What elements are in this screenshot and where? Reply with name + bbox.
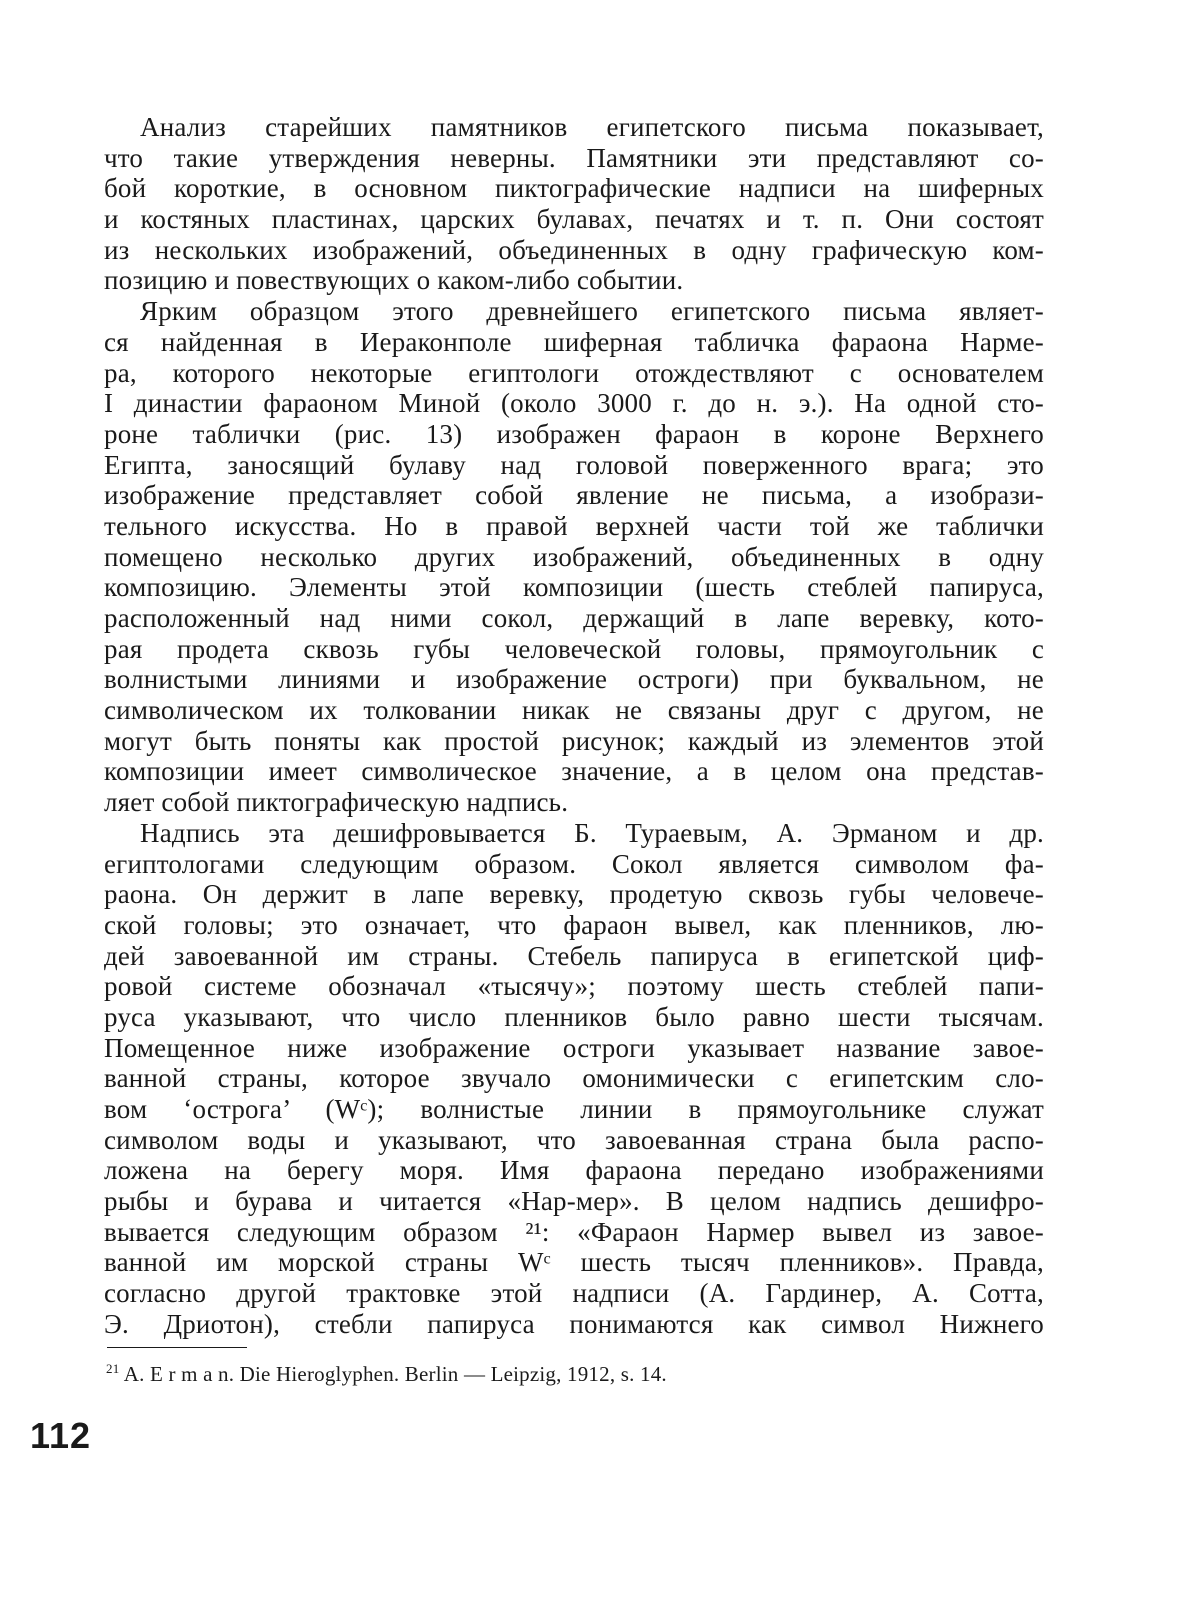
text-line: ровой системе обозначал «тысячу»; поэтому шесть стеблей папи- xyxy=(104,971,1044,1002)
text-line: рая продета сквозь губы человеческой головы, прямоугольник с xyxy=(104,633,1044,664)
text-line: символом воды и указывают, что завоеванная страна была распо- xyxy=(104,1124,1044,1155)
page-number: 112 xyxy=(30,1415,92,1456)
text-line: согласно другой трактовке этой надписи (А. Гардинер, А. Сотта, xyxy=(104,1278,1044,1309)
text-line: волнистыми линиями и изображение остроги) при буквальном, не xyxy=(104,664,1044,695)
text-line: бой короткие, в основном пиктографические надписи на шиферных xyxy=(104,173,1044,204)
text-line: ра, которого некоторые египтологи отождествляют с основателем xyxy=(104,357,1044,388)
text-line: композиции имеет символическое значение, а в целом она представ- xyxy=(104,756,1044,787)
footnote-text: A. E r m a n. Die Hieroglyphen. Berlin — Leipzig, 1912, s. 14. xyxy=(123,1362,667,1386)
text-line: ся найденная в Иераконполе шиферная табличка фараона Нарме- xyxy=(104,326,1044,357)
text-line: позицию и повествующих о каком-либо событии. xyxy=(104,265,684,296)
text-line: Анализ старейших памятников египетского письма показывает, xyxy=(140,112,1044,142)
footnote-marker: 21 xyxy=(106,1361,120,1376)
text-line: могут быть поняты как простой рисунок; каждый из элементов этой xyxy=(104,725,1044,756)
text-line: изображение представляет собой явление не письма, а изобрази- xyxy=(104,480,1044,511)
text-line: из нескольких изображений, объединенных в одну графическую ком- xyxy=(104,234,1044,265)
text-line: I династии фараоном Миной (около 3000 г. до н. э.). На одной сто- xyxy=(104,388,1044,419)
text-line: Надпись эта дешифровывается Б. Тураевым, А. Эрманом и др. xyxy=(140,817,1044,848)
text-line: рыбы и бурава и читается «Нар-мер». В целом надпись дешифро- xyxy=(104,1186,1044,1217)
text-line: Э. Дриотон), стебли папируса понимаются как символ Нижнего xyxy=(104,1308,1044,1339)
text-line: руса указывают, что число пленников было равно шести тысячам. xyxy=(104,1001,1044,1032)
text-line: символическом их толковании никак не связаны друг с другом, не xyxy=(104,695,1044,726)
text-line: дей завоеванной им страны. Стебель папируса в египетской циф- xyxy=(104,940,1044,971)
text-line: тельного искусства. Но в правой верхней части той же таблички xyxy=(104,510,1044,541)
text-line: ванной страны, которое звучало омонимически с египетским сло- xyxy=(104,1063,1044,1094)
text-line: Египта, заносящий булаву над головой поверженного врага; это xyxy=(104,449,1044,480)
text-line: ванной им морской страны Wᶜ шесть тысяч пленников». Правда, xyxy=(104,1247,1044,1278)
text-line: Помещенное ниже изображение остроги указывает название завое- xyxy=(104,1032,1044,1063)
text-line: раона. Он держит в лапе веревку, продетую сквозь губы человече- xyxy=(104,879,1044,910)
text-line: расположенный над ними сокол, держащий в лапе веревку, кото- xyxy=(104,603,1044,633)
text-line: ляет собой пиктографическую надпись. xyxy=(104,787,569,818)
text-line: вывается следующим образом ²¹: «Фараон Нармер вывел из завое- xyxy=(104,1216,1044,1247)
footnote-divider xyxy=(107,1347,247,1348)
text-line: ской головы; это означает, что фараон вывел, как пленников, лю- xyxy=(104,909,1044,940)
text-line: композицию. Элементы этой композиции (шесть стеблей папируса, xyxy=(104,572,1044,603)
text-line: помещено несколько других изображений, объединенных в одну xyxy=(104,541,1044,572)
footnote xyxy=(106,1361,667,1387)
text-line: вом ‘острога’ (Wᶜ); волнистые линии в прямоугольнике служат xyxy=(104,1094,1044,1124)
text-line: роне таблички (рис. 13) изображен фараон в короне Верхнего xyxy=(104,418,1044,449)
body-text xyxy=(104,112,1044,1340)
text-line: Ярким образцом этого древнейшего египетского письма являет- xyxy=(140,296,1044,327)
text-line: ложена на берегу моря. Имя фараона передано изображениями xyxy=(104,1155,1044,1186)
text-line: что такие утверждения неверны. Памятники эти представляют со- xyxy=(104,142,1044,173)
text-line: египтологами следующим образом. Сокол является символом фа- xyxy=(104,848,1044,879)
text-line: и костяных пластинах, царских булавах, печатях и т. п. Они состоят xyxy=(104,204,1044,235)
